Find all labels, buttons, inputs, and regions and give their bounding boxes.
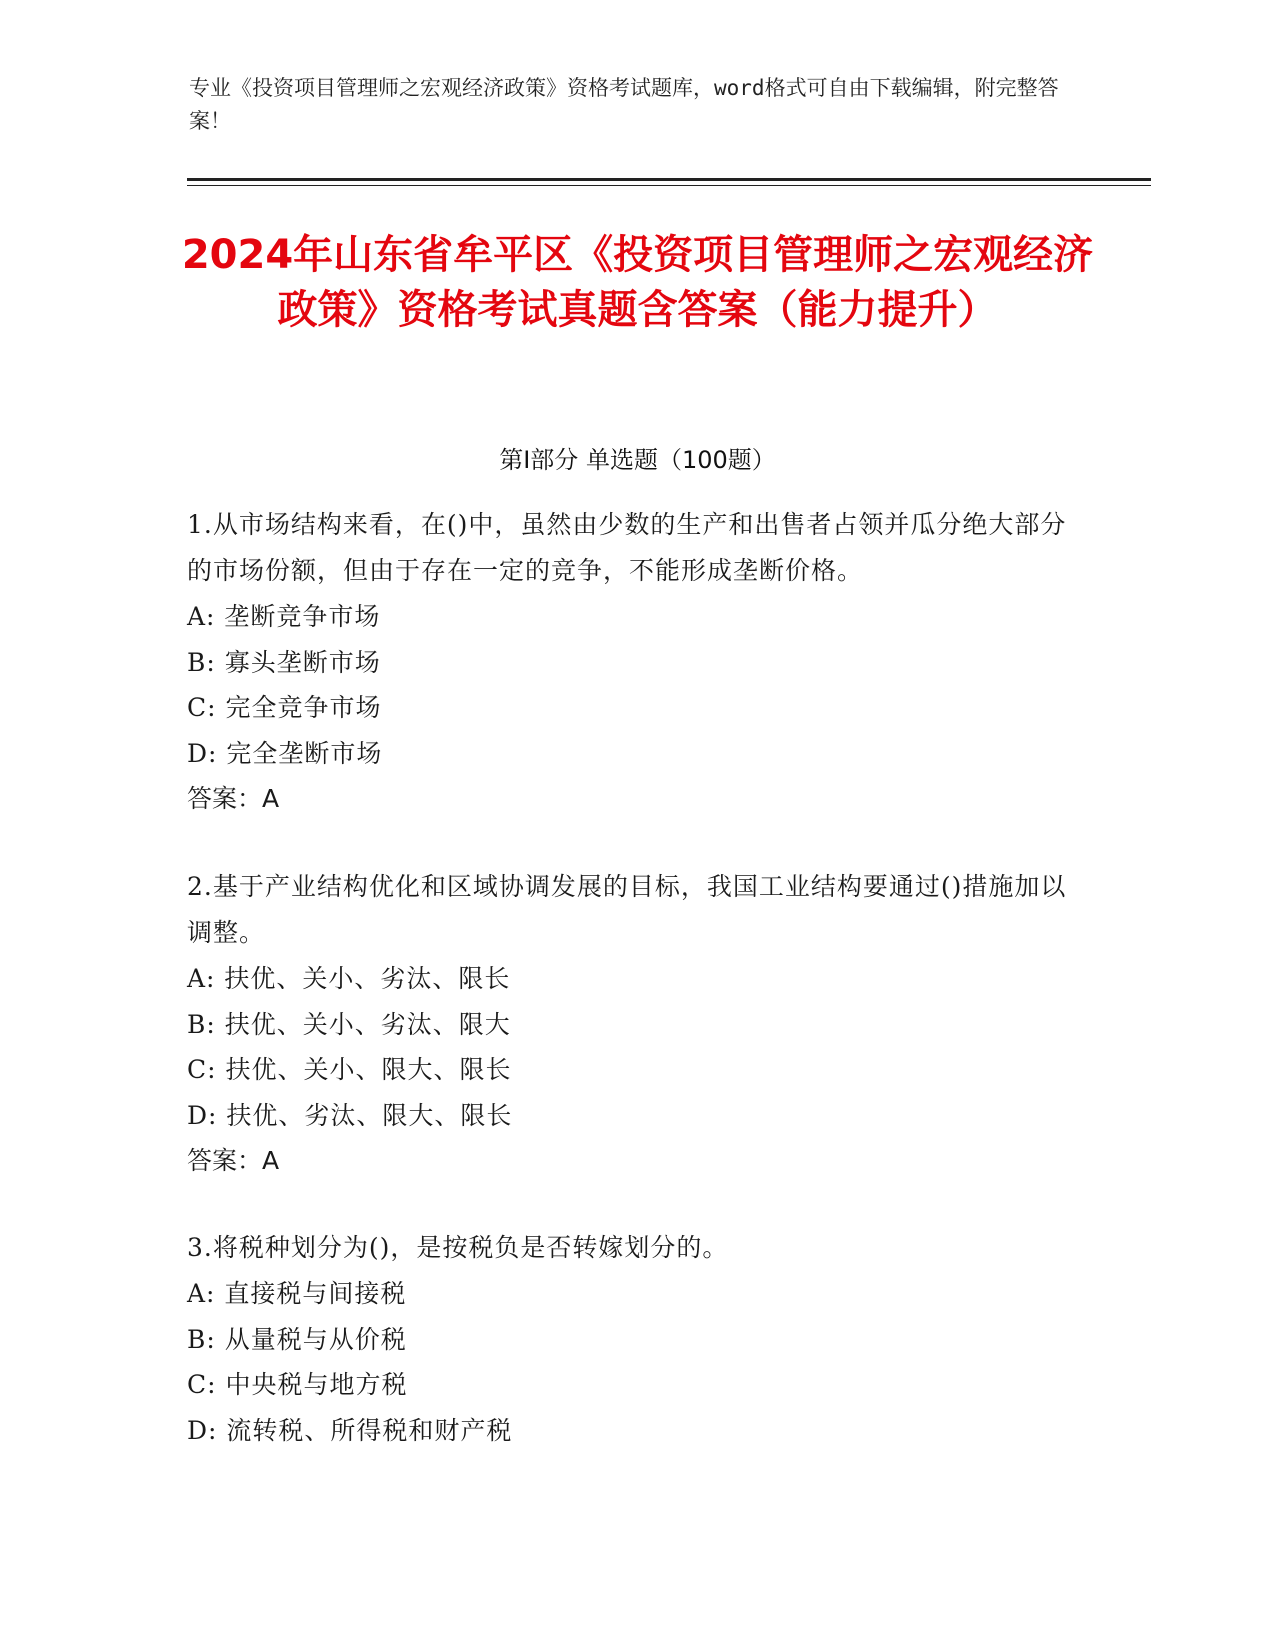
question-stem: 2.基于产业结构优化和区域协调发展的目标，我国工业结构要通过()措施加以调整。 bbox=[187, 872, 1067, 947]
option-d: D: 流转税、所得税和财产税 bbox=[187, 1415, 513, 1445]
question-stem: 1.从市场结构来看，在()中，虽然由少数的生产和出售者占领并瓜分绝大部分的市场份额，但由于存在一定的竞争，不能形成垄断价格。 bbox=[187, 510, 1067, 585]
option-c: C: 中央税与地方税 bbox=[187, 1370, 408, 1399]
header-note: 专业《投资项目管理师之宏观经济政策》资格考试题库，word格式可自由下载编辑，附完整答案！ bbox=[189, 76, 1059, 133]
header-divider-thin bbox=[187, 185, 1151, 186]
option-a: A: 垄断竞争市场 bbox=[187, 602, 381, 631]
option-b: B: 扶优、关小、劣汰、限大 bbox=[187, 1009, 511, 1039]
option-d: D: 完全垄断市场 bbox=[187, 738, 383, 768]
option-a: A: 直接税与间接税 bbox=[187, 1279, 407, 1308]
question-2 bbox=[187, 864, 1067, 1184]
section-title: 第I部分 单选题（100题） bbox=[499, 446, 776, 474]
answer-line: 答案：A bbox=[187, 1146, 280, 1175]
question-3 bbox=[187, 1225, 1067, 1453]
option-c: C: 完全竞争市场 bbox=[187, 693, 382, 722]
header-divider-thick bbox=[187, 178, 1151, 181]
answer-line: 答案：A bbox=[187, 784, 280, 813]
option-b: B: 寡头垄断市场 bbox=[187, 647, 381, 677]
option-d: D: 扶优、劣汰、限大、限长 bbox=[187, 1100, 513, 1130]
option-a: A: 扶优、关小、劣汰、限长 bbox=[187, 964, 511, 993]
question-1 bbox=[187, 502, 1067, 822]
option-b: B: 从量税与从价税 bbox=[187, 1324, 407, 1354]
question-stem: 3.将税种划分为()，是按税负是否转嫁划分的。 bbox=[187, 1233, 729, 1262]
document-title: 2024年山东省牟平区《投资项目管理师之宏观经济政策》资格考试真题含答案（能力提升） bbox=[181, 232, 1094, 333]
option-c: C: 扶优、关小、限大、限长 bbox=[187, 1055, 512, 1084]
